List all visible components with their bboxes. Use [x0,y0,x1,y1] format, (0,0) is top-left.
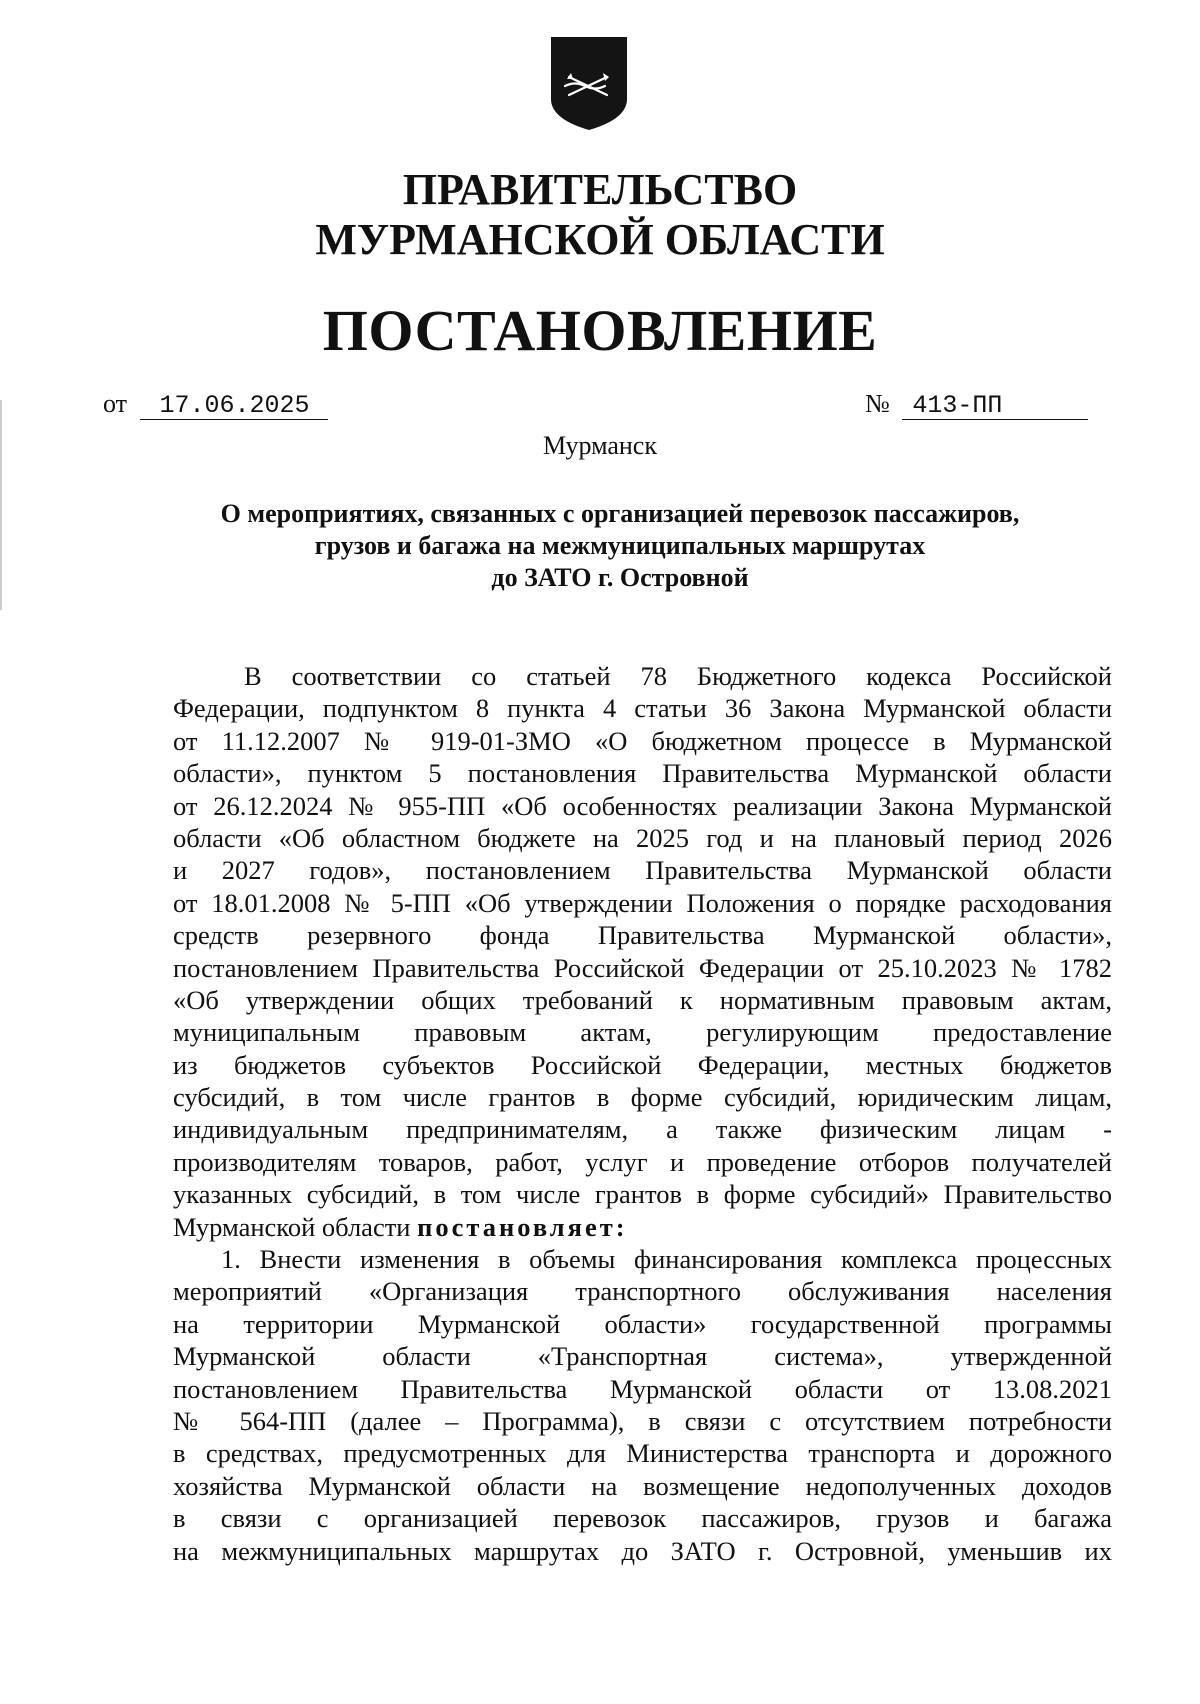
body-line: «Об утверждении общих требований к нормативным правовым актам, [173,984,1112,1015]
title-line: до ЗАТО г. Островной [491,563,749,592]
body-line: В соответствии со статьей 78 Бюджетного кодекса Российской [244,661,1112,691]
document-date: 17.06.2025 [140,393,328,420]
body-line-start: Мурманской области [173,1211,418,1242]
item1-line: на межмуниципальных маршрутах до ЗАТО г. Островной, уменьшив их [173,1535,1112,1566]
date-row [103,388,328,420]
title-line: О мероприятиях, связанных с организацией перевозок пассажиров, [220,499,1020,528]
body-line: производителям товаров, работ, услуг и проведение отборов получателей [173,1146,1112,1177]
body-line: от 26.12.2024 № 955-ПП «Об особенностях реализации Закона Мурманской [173,790,1112,821]
item1-line: мероприятий «Организация транспортного обслуживания населения [173,1276,1112,1307]
item1-line: на территории Мурманской области» государственной программы [173,1308,1112,1339]
org-name-line1: ПРАВИТЕЛЬСТВО [402,165,798,214]
item1-line: № 564-ПП (далее – Программа), в связи с отсутствием потребности [173,1405,1112,1436]
item1-line: хозяйства Мурманской области на возмещение недополученных доходов [173,1470,1112,1501]
date-prefix: от [103,389,128,418]
title-line: грузов и багажа на межмуниципальных маршрутах [314,531,926,560]
body-line: указанных субсидий, в том числе грантов в форме субсидий» Правительство [173,1179,1112,1210]
body-line: области», пунктом 5 постановления Правительства Мурманской области [173,758,1112,789]
decree-word: постановляет [417,1211,616,1242]
body-line: субсидий, в том числе грантов в форме субсидий, юридическим лицам, [173,1082,1112,1113]
number-prefix: № [865,389,890,418]
body-line: от 11.12.2007 № 919-01-ЗМО «О бюджетном процессе в Мурманской [173,725,1112,756]
body-line: от 18.01.2008 № 5-ПП «Об утверждении Положения о порядке расходования [173,887,1112,918]
body-line: муниципальным правовым актам, регулирующим предоставление [173,1017,1112,1048]
body-line: средств резервного фонда Правительства Мурманской области», [173,920,1112,951]
body-line: области «Об областном бюджете на 2025 год и на плановый период 2026 [173,822,1112,853]
body-line: постановлением Правительства Российской Федерации от 25.10.2023 № 1782 [173,952,1112,983]
item1-line: Мурманской области «Транспортная система», утвержденной [173,1341,1112,1372]
document-type: ПОСТАНОВЛЕНИЕ [322,298,878,363]
body-line: из бюджетов субъектов Российской Федерации, местных бюджетов [173,1049,1112,1080]
item1-line: в связи с организацией перевозок пассажиров, грузов и багажа [173,1503,1112,1534]
document-body [173,660,1112,1567]
decree-colon: : [615,1211,628,1242]
body-line: Федерации, подпунктом 8 пункта 4 статьи 36 Закона Мурманской области [173,693,1112,724]
body-line: индивидуальным предпринимателям, а также физическим лицам - [173,1114,1112,1145]
body-line: и 2027 годов», постановлением Правительства Мурманской области [173,855,1112,886]
coat-of-arms-icon [547,33,631,133]
org-name-line2: МУРМАНСКОЙ ОБЛАСТИ [315,215,885,264]
document-number: 413-ПП [902,393,1088,420]
city: Мурманск [543,431,657,460]
document-title [160,498,1080,594]
number-row [865,388,1088,420]
body-line-decree [173,1211,1112,1243]
item1-line: 1. Внести изменения в объемы финансирования комплекса процессных [221,1244,1112,1275]
item1-line: в средствах, предусмотренных для Министерства транспорта и дорожного [173,1438,1112,1469]
item1-line: постановлением Правительства Мурманской области от 13.08.2021 [173,1373,1112,1404]
